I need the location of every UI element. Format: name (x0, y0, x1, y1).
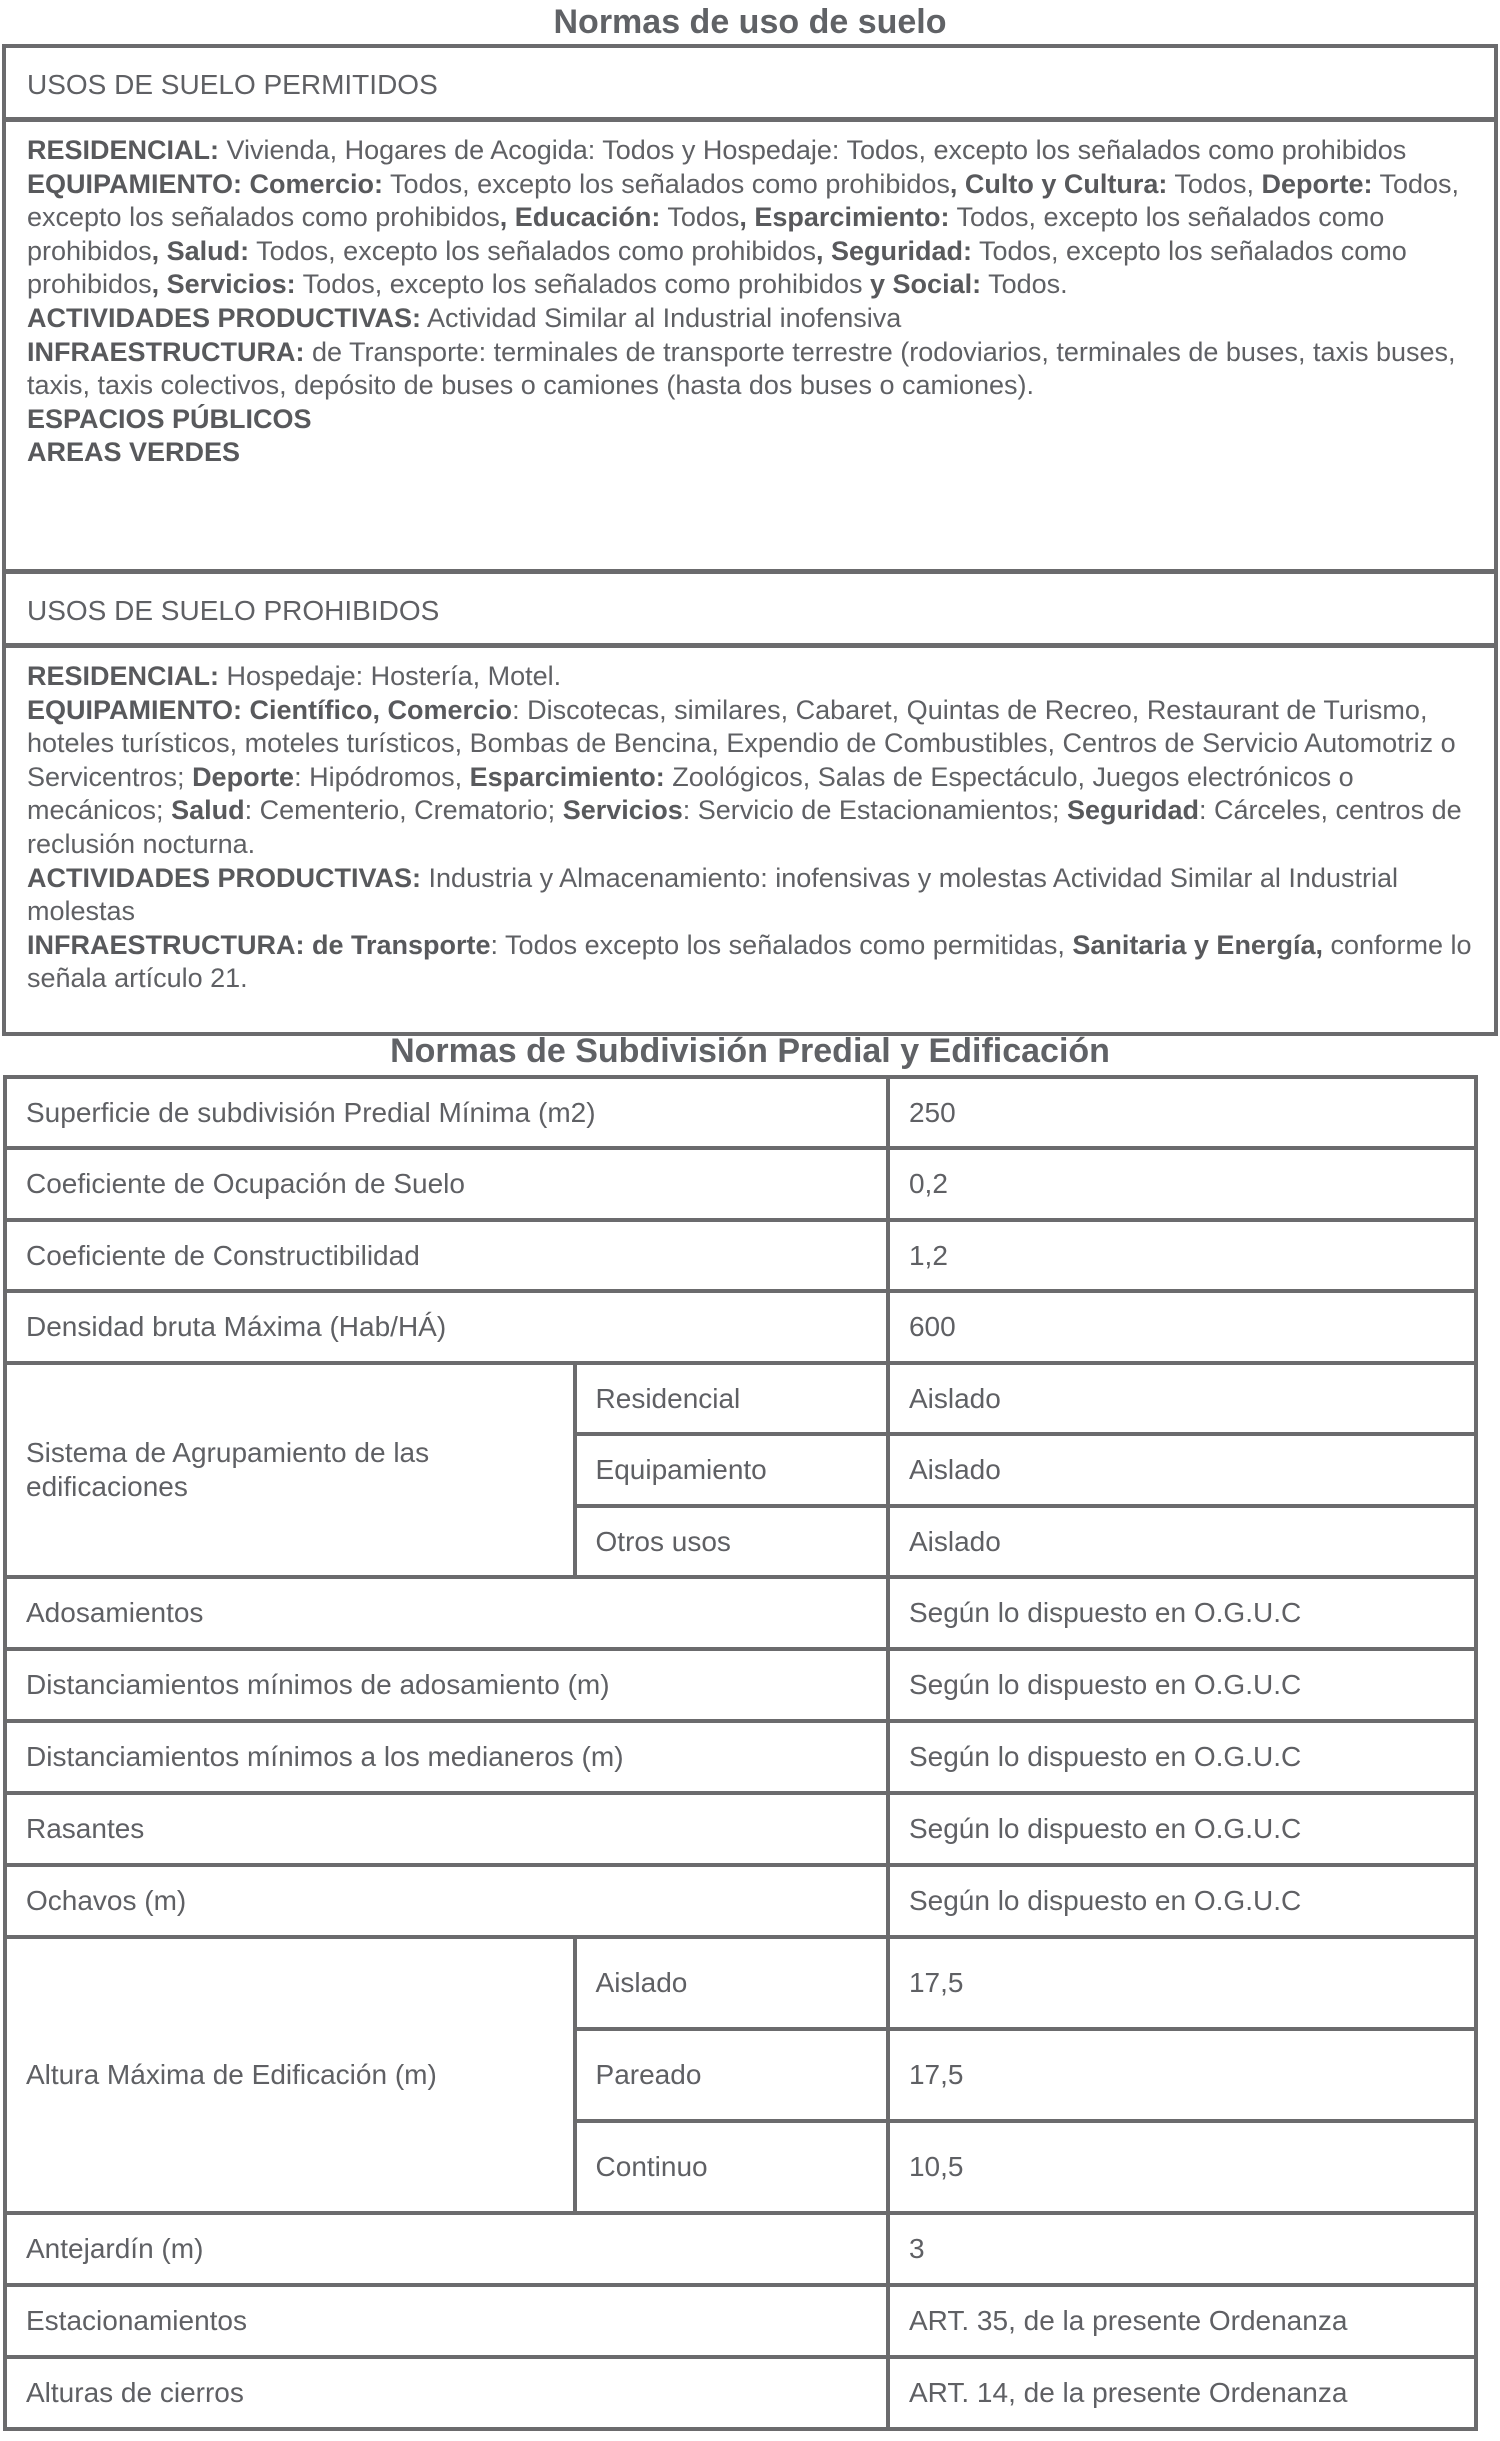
table-row (5, 1865, 1476, 1937)
paragraph: ACTIVIDADES PRODUCTIVAS: Actividad Similar al Industrial inofensiva (27, 302, 902, 333)
row-label: Distanciamientos mínimos de adosamiento (m) (5, 1649, 888, 1721)
category-label: INFRAESTRUCTURA: (27, 336, 305, 367)
row-value: Según lo dispuesto en O.G.U.C (888, 1649, 1476, 1721)
sub-label: Otros usos (575, 1506, 888, 1577)
paragraph: EQUIPAMIENTO: Comercio: Todos, excepto los señalados como prohibidos, Culto y Cultura: Todos, Deporte: Todos, excepto los señalados como prohibidos, Educación: Todos, Esparcimiento: Todos, excepto los señalados como prohibidos, Salud: Todos, excepto los señalados como prohibidos, Seguridad: Todos, excepto los señalados como prohibidos, Servicios: Todos, excepto los señalados como prohibidos y Social: Todos. (27, 168, 1460, 300)
sub-value: Aislado (888, 1434, 1476, 1506)
table-row (5, 2357, 1476, 2429)
category-label: , Salud: (151, 235, 250, 266)
permitted-header (6, 48, 1494, 122)
subdivision-title: Normas de Subdivisión Predial y Edificación (390, 1032, 1110, 1070)
category-label: EQUIPAMIENTO: Comercio: (27, 168, 384, 199)
sub-label: Residencial (575, 1363, 888, 1434)
paragraph: RESIDENCIAL: Vivienda, Hogares de Acogida: Todos y Hospedaje: Todos, excepto los señalados como prohibidos (27, 135, 1407, 165)
sub-value: 17,5 (888, 2029, 1476, 2121)
row-label: Superficie de subdivisión Predial Mínima (m2) (5, 1077, 888, 1148)
category-label: INFRAESTRUCTURA: de Transporte (27, 929, 491, 960)
row-label: Densidad bruta Máxima (Hab/HÁ) (5, 1291, 888, 1363)
table-row (5, 1649, 1476, 1721)
agrupamiento-label: Sistema de Agrupamiento de las edificaciones (5, 1363, 575, 1577)
row-value: 0,2 (888, 1148, 1476, 1220)
category-label: , Seguridad: (815, 235, 972, 266)
row-value: Según lo dispuesto en O.G.U.C (888, 1577, 1476, 1649)
category-label: Deporte (192, 761, 295, 792)
prohibited-header (6, 569, 1494, 648)
category-label: ESPACIOS PÚBLICOS (27, 403, 312, 434)
sub-label: Pareado (575, 2029, 888, 2121)
row-label: Ochavos (m) (5, 1865, 888, 1937)
sub-value: 10,5 (888, 2121, 1476, 2213)
row-label: Coeficiente de Constructibilidad (5, 1220, 888, 1291)
row-value: Según lo dispuesto en O.G.U.C (888, 1793, 1476, 1865)
land-use-box (2, 44, 1498, 1036)
sub-label: Aislado (575, 1937, 888, 2029)
row-value: ART. 35, de la presente Ordenanza (888, 2285, 1476, 2357)
row-value: ART. 14, de la presente Ordenanza (888, 2357, 1476, 2429)
paragraph: INFRAESTRUCTURA: de Transporte: terminales de transporte terrestre (rodoviarios, terminales de buses, taxis buses, taxis, taxis colectivos, depósito de buses o camiones (hasta dos buses o camiones). (27, 336, 1456, 401)
row-value: Según lo dispuesto en O.G.U.C (888, 1721, 1476, 1793)
row-label: Antejardín (m) (5, 2213, 888, 2285)
table-row (5, 1793, 1476, 1865)
row-label: Alturas de cierros (5, 2357, 888, 2429)
row-value: Según lo dispuesto en O.G.U.C (888, 1865, 1476, 1937)
row-label: Distanciamientos mínimos a los medianeros (m) (5, 1721, 888, 1793)
subdivision-table (3, 1075, 1478, 2431)
category-label: Deporte: (1261, 168, 1373, 199)
table-row (5, 1077, 1476, 1148)
prohibited-body (6, 660, 1494, 996)
row-label: Estacionamientos (5, 2285, 888, 2357)
table-row (5, 2285, 1476, 2357)
category-label: Esparcimiento: (469, 761, 665, 792)
paragraph: INFRAESTRUCTURA: de Transporte: Todos excepto los señalados como permitidas, Sanitaria y Energía, conforme lo señala artículo 21. (27, 929, 1472, 994)
table-row (5, 1721, 1476, 1793)
category-label: Servicios (562, 795, 683, 826)
table-row (5, 1937, 1476, 2029)
land-use-title: Normas de uso de suelo (553, 3, 947, 41)
permitted-header-label: USOS DE SUELO PERMITIDOS (27, 69, 438, 100)
sub-value: Aislado (888, 1506, 1476, 1577)
altura-label: Altura Máxima de Edificación (m) (5, 1937, 575, 2213)
sub-value: 17,5 (888, 1937, 1476, 2029)
row-value: 1,2 (888, 1220, 1476, 1291)
row-label: Adosamientos (5, 1577, 888, 1649)
paragraph: RESIDENCIAL: Hospedaje: Hostería, Motel. (27, 661, 562, 691)
category-label: ACTIVIDADES PRODUCTIVAS: (27, 862, 422, 893)
table-row (5, 1363, 1476, 1434)
sub-label: Continuo (575, 2121, 888, 2213)
table-row (5, 1220, 1476, 1291)
category-label: EQUIPAMIENTO: Científico, Comercio (27, 694, 513, 725)
row-value: 3 (888, 2213, 1476, 2285)
category-label: Salud (171, 795, 245, 826)
row-label: Coeficiente de Ocupación de Suelo (5, 1148, 888, 1220)
paragraph: ACTIVIDADES PRODUCTIVAS: Industria y Almacenamiento: inofensivas y molestas Actividad Similar al Industrial molestas (27, 862, 1398, 927)
prohibited-header-label: USOS DE SUELO PROHIBIDOS (27, 595, 440, 626)
category-label: AREAS VERDES (27, 437, 241, 468)
category-label: , Servicios: (151, 269, 296, 300)
category-label: RESIDENCIAL: (27, 661, 220, 691)
row-label: Rasantes (5, 1793, 888, 1865)
category-label: , Educación: (499, 202, 661, 233)
paragraph: EQUIPAMIENTO: Científico, Comercio: Discotecas, similares, Cabaret, Quintas de Recreo, Restaurant de Turismo, hoteles turísticos, moteles turísticos, Bombas de Bencina, Expendio de Combustibles, Centros de Servicio Automotriz o Servicentros; Deporte: Hipódromos, Esparcimiento: Zoológicos, Salas de Espectáculo, Juegos electrónicos o mecánicos; Salud: Cementerio, Crematorio; Servicios: Servicio de Estacionamientos; Seguridad: Cárceles, centros de reclusión nocturna. (27, 694, 1462, 859)
category-label: , Culto y Cultura: (949, 168, 1168, 199)
paragraph (27, 436, 1480, 470)
category-label: Sanitaria y Energía, (1072, 929, 1323, 960)
row-value: 600 (888, 1291, 1476, 1363)
category-label: y Social: (870, 269, 982, 300)
table-row (5, 1577, 1476, 1649)
table-row (5, 1291, 1476, 1363)
table-row (5, 1148, 1476, 1220)
sub-label: Equipamiento (575, 1434, 888, 1506)
category-label: ACTIVIDADES PRODUCTIVAS: (27, 302, 422, 333)
sub-value: Aislado (888, 1363, 1476, 1434)
row-value: 250 (888, 1077, 1476, 1148)
category-label: RESIDENCIAL: (27, 135, 220, 165)
table-row (5, 2213, 1476, 2285)
category-label: Seguridad (1066, 795, 1199, 826)
paragraph (27, 403, 1480, 437)
category-label: , Esparcimiento: (739, 202, 950, 233)
permitted-body (6, 134, 1494, 470)
